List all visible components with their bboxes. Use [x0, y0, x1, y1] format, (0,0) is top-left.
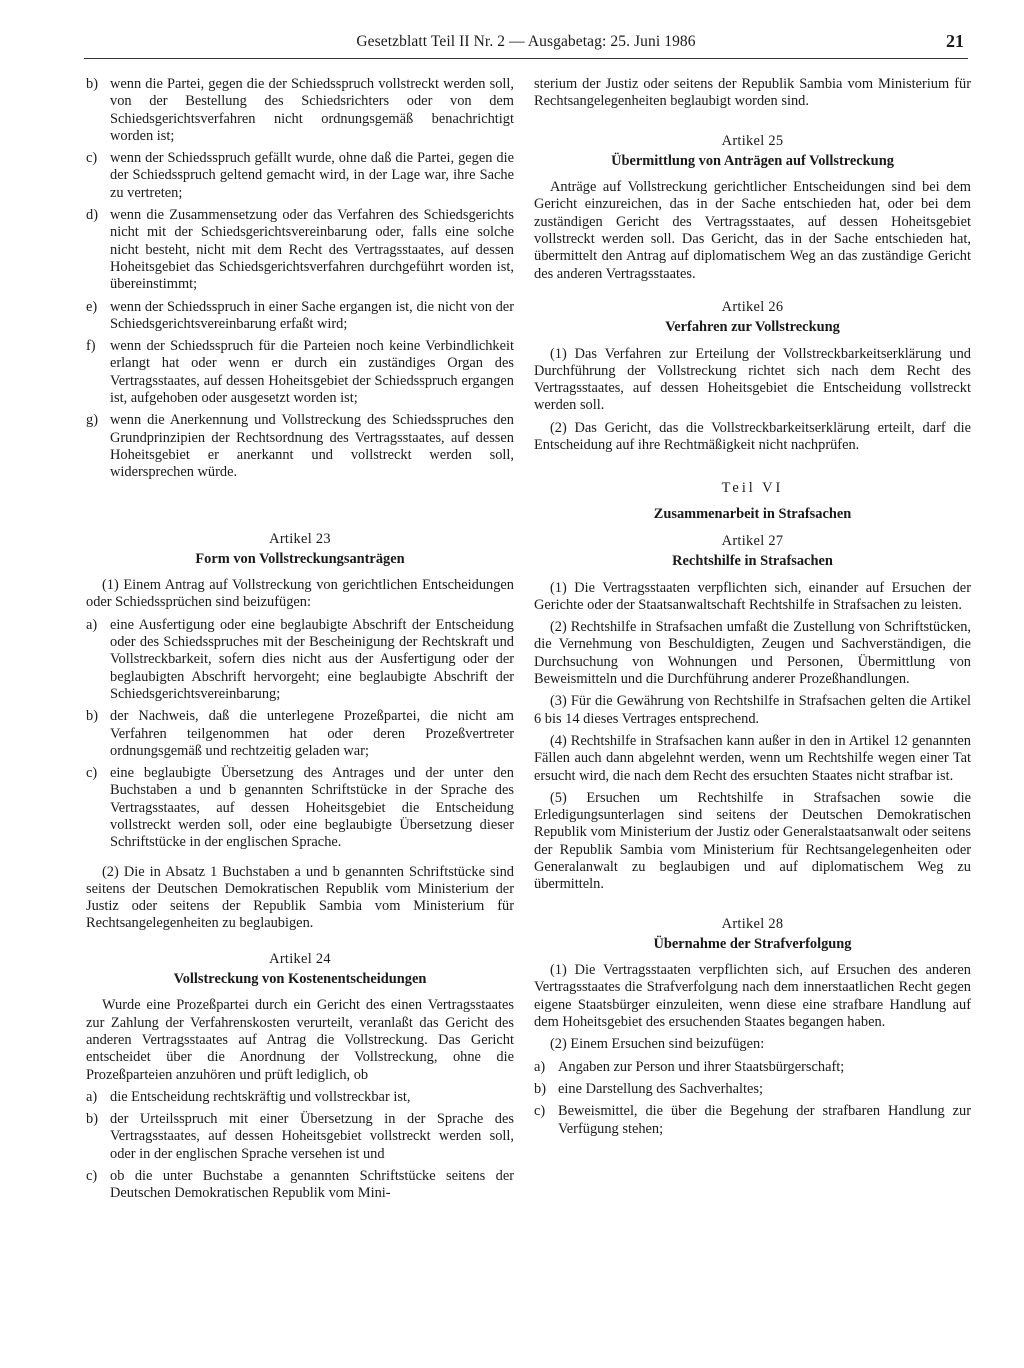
article-25-heading: Artikel 25	[721, 132, 784, 149]
article-28-paragraph-1: (1) Die Vertragsstaaten verpflichten sich, auf Ersuchen des anderen Vertragsstaates die Strafverfolgung nach dem innerstaatlichen Recht gegen eigene Staatsbürger einzuleiten, wenn diese eine strafbare Handlung auf dem Hoheitsgebiet des ersuchenden Staates begangen haben.	[534, 962, 971, 1031]
article-27-heading: Artikel 27	[721, 532, 784, 549]
article-26-heading: Artikel 26	[721, 298, 784, 315]
item-label: b)	[86, 76, 98, 92]
item-text: der Nachweis, daß die unterlegene Prozeßpartei, die nicht am Verfahren teilgenommen hat oder deren Prozeßvertreter ordnungsgemäß und rechtzeitig geladen war;	[110, 708, 514, 759]
article-24-title: Vollstreckung von Kostenentscheidungen	[173, 971, 427, 988]
article-27-title: Rechtshilfe in Strafsachen	[672, 553, 833, 570]
article-25-title: Übermittlung von Anträgen auf Vollstreckung	[611, 152, 894, 169]
article-28-heading: Artikel 28	[721, 915, 784, 932]
list-item	[86, 207, 514, 293]
item-label: c)	[86, 150, 98, 167]
item-text: wenn der Schiedsspruch für die Parteien noch keine Verbindlichkeit erlangt hat oder wenn er durch ein zuständiges Organ des Vertragsstaates, auf dessen Hoheitsgebiet der Schiedsspruch ergangen ist, aufgehoben oder ausgesetzt worden ist;	[110, 338, 514, 407]
list-item	[86, 1089, 514, 1106]
item-text: eine beglaubigte Übersetzung des Antrages und der unter den Buchstaben a und b genannten Schriftstücke in der Sprache des Vertragsstaates, auf dessen Hoheitsgebiet die Entscheidung vollstreckt werden soll, oder eine beglaubigte Übersetzung dieser Schriftstücke in der englischen Sprache.	[110, 765, 514, 851]
right-column	[534, 76, 971, 1143]
page-header	[84, 30, 968, 59]
item-text: wenn die Zusammensetzung oder das Verfahren des Schiedsgerichts nicht mit der Schiedsgerichtsvereinbarung oder, falls eine solche nicht besteht, nicht mit dem Recht des Vertragsstaates, auf dessen Hoheitsgebiet das Schiedsgerichtsverfahren durchgeführt worden ist, übereinstimmt;	[110, 207, 514, 293]
article-27-paragraph-3: (3) Für die Gewährung von Rechtshilfe in Strafsachen gelten die Artikel 6 bis 14 dieses Vertrages entsprechend.	[534, 693, 971, 727]
item-label: a)	[86, 616, 98, 633]
page-number: 21	[946, 31, 964, 51]
article-26-title: Verfahren zur Vollstreckung	[665, 319, 840, 336]
list-item	[86, 76, 514, 145]
list-item	[86, 1111, 514, 1163]
list-item	[86, 617, 514, 703]
item-text: wenn der Schiedsspruch in einer Sache ergangen ist, die nicht von der Schiedsgerichtsvereinbarung erfaßt wird;	[110, 298, 514, 332]
part-6-title: Zusammenarbeit in Strafsachen	[653, 505, 852, 522]
item-label: g)	[86, 412, 98, 429]
item-text: ob die unter Buchstabe a genannten Schriftstücke seitens der Deutschen Demokratischen Republik vom Mini-	[110, 1168, 514, 1202]
article-27-paragraph-5: (5) Ersuchen um Rechtshilfe in Strafsachen sowie die Erledigungsunterlagen sind seitens der Deutschen Demokratischen Republik vom Ministerium der Justiz oder Generalstaatsanwalt oder seitens der Republik Sambia vom Ministerium für Rechtsangelegenheiten oder Generalanwalt zu beglaubigen und auf diplomatischem Weg zu übermitteln.	[534, 789, 971, 893]
item-text: Beweismittel, die über die Begehung der strafbaren Handlung zur Verfügung stehen;	[558, 1103, 971, 1137]
article-23-paragraph-1: (1) Einem Antrag auf Vollstreckung von gerichtlichen Entscheidungen oder Schiedssprüchen sind beizufügen:	[86, 577, 514, 611]
item-label: f)	[86, 338, 96, 355]
list-item	[86, 708, 514, 760]
article-23-paragraph-2: (2) Die in Absatz 1 Buchstaben a und b genannten Schriftstücke sind seitens der Deutschen Demokratischen Republik vom Ministerium der Justiz oder seitens der Republik Sambia vom Ministerium für Rechtsangelegenheiten zu beglaubigen.	[86, 863, 514, 932]
list-item	[86, 412, 514, 481]
list-item	[534, 1081, 971, 1098]
item-text: wenn die Anerkennung und Vollstreckung des Schiedsspruches den Grundprinzipien der Rechtsordnung des Vertragsstaates, auf dessen Hoheitsgebiet er anerkannt und vollstreckt werden soll, widersprechen würde.	[110, 412, 514, 481]
item-label: d)	[86, 207, 98, 224]
item-label: c)	[534, 1103, 546, 1120]
item-label: a)	[534, 1058, 546, 1075]
item-label: c)	[86, 1168, 98, 1185]
item-text: die Entscheidung rechtskräftig und vollstreckbar ist,	[110, 1088, 411, 1105]
list-item	[534, 1059, 971, 1076]
article-28-title: Übernahme der Strafverfolgung	[653, 935, 852, 952]
item-text: wenn der Schiedsspruch gefällt wurde, ohne daß die Partei, gegen die der Schiedsspruch geltend gemacht wird, in der Lage war, ihre Sache zu vertreten;	[110, 150, 514, 201]
list-item	[86, 765, 514, 851]
list-item	[86, 299, 514, 334]
article-27-paragraph-2: (2) Rechtshilfe in Strafsachen umfaßt die Zustellung von Schriftstücken, die Vernehmung von Beschuldigten, Zeugen und Sachverständigen, die Durchsuchung von Wohnungen und Personen, Übermittlung von Beweismitteln und die Durchführung anderer Prozeßhandlungen.	[534, 619, 971, 688]
article-24-heading: Artikel 24	[269, 950, 331, 967]
list-item	[86, 338, 514, 407]
item-text: eine Ausfertigung oder eine beglaubigte Abschrift der Entscheidung oder des Schiedsspruches mit der Bescheinigung der Rechtskraft und Vollstreckbarkeit, sofern dies nicht aus der Ausfertigung oder der beglaubigten Abschrift hervorgeht; eine beglaubigte Abschrift der Schiedsgerichtsvereinbarung;	[110, 616, 514, 702]
item-label: c)	[86, 765, 98, 782]
left-column	[86, 76, 514, 1208]
item-label: e)	[86, 298, 98, 315]
list-item	[86, 150, 514, 202]
list-item	[534, 1103, 971, 1138]
item-text: wenn die Partei, gegen die der Schiedsspruch vollstreckt werden soll, von der Bestellung des Schiedsrichters oder von dem Schiedsgerichtsverfahren nicht ordnungsgemäß benachrichtigt worden ist;	[110, 76, 514, 144]
item-label: b)	[534, 1080, 546, 1097]
spacer	[86, 487, 514, 517]
header-title: Gesetzblatt Teil II Nr. 2 — Ausgabetag: 25. Juni 1986	[356, 33, 696, 50]
article-23-title: Form von Vollstreckungsanträgen	[195, 550, 405, 567]
article-25-paragraph-1: Anträge auf Vollstreckung gerichtlicher Entscheidungen sind bei dem Gericht einzureichen, das in der Sache entschieden hat, oder bei dem zuständigen Gericht des Vertragsstaates, auf dessen Hoheitsgebiet vollstreckt werden soll. Das Gericht, das in der Sache entschieden hat, übermittelt den Antrag auf diplomatischem Weg an das zuständige Gericht des anderen Vertragsstaates.	[534, 179, 971, 282]
part-6-heading: Teil VI	[721, 480, 784, 497]
list-item	[86, 1168, 514, 1203]
item-text: der Urteilsspruch mit einer Übersetzung in der Sprache des Vertragsstaates, auf dessen Hoheitsgebiet vollstreckt werden soll, oder in der englischen Sprache versehen ist und	[110, 1111, 514, 1162]
article-27-paragraph-1: (1) Die Vertragsstaaten verpflichten sich, einander auf Ersuchen der Gerichte oder der Staatsanwaltschaft Rechtshilfe in Strafsachen zu leisten.	[534, 579, 971, 613]
article-26-paragraph-2: (2) Das Gericht, das die Vollstreckbarkeitserklärung erteilt, darf die Entscheidung auf ihre Rechtmäßigkeit nicht nachprüfen.	[534, 419, 971, 454]
article-26-paragraph-1: (1) Das Verfahren zur Erteilung der Vollstreckbarkeitserklärung und Durchführung der Vollstreckung richtet sich nach dem Recht des Vertragsstaates, auf dessen Hoheitsgebiet die Entscheidung vollstreckt werden soll.	[534, 345, 971, 414]
article-28-paragraph-2: (2) Einem Ersuchen sind beizufügen:	[550, 1036, 765, 1053]
item-label: a)	[86, 1088, 98, 1105]
item-label: b)	[86, 708, 98, 725]
item-text: Angaben zur Person und ihrer Staatsbürgerschaft;	[558, 1058, 845, 1075]
article-23-heading: Artikel 23	[269, 530, 331, 547]
article-24-paragraph-1: Wurde eine Prozeßpartei durch ein Gericht des einen Vertragsstaates zur Zahlung der Verfahrenskosten verurteilt, veranlaßt das Gericht des anderen Vertragsstaates auf Antrag die Vollstreckung. Das Gericht entscheidet über die Anordnung der Vollstreckung, ohne die Prozeßparteien anzuhören und prüft lediglich, ob	[86, 997, 514, 1083]
article-27-paragraph-4: (4) Rechtshilfe in Strafsachen kann außer in den in Artikel 12 genannten Fällen auch dann abgelehnt werden, wenn um Rechtshilfe wegen einer Tat ersucht wird, die nach dem Recht des ersuchten Staates nicht strafbar ist.	[534, 732, 971, 784]
item-text: eine Darstellung des Sachverhaltes;	[558, 1080, 763, 1097]
item-label: b)	[86, 1111, 98, 1128]
continuation-text: sterium der Justiz oder seitens der Republik Sambia vom Ministerium für Rechtsangelegenheiten beglaubigt worden sind.	[534, 76, 971, 110]
